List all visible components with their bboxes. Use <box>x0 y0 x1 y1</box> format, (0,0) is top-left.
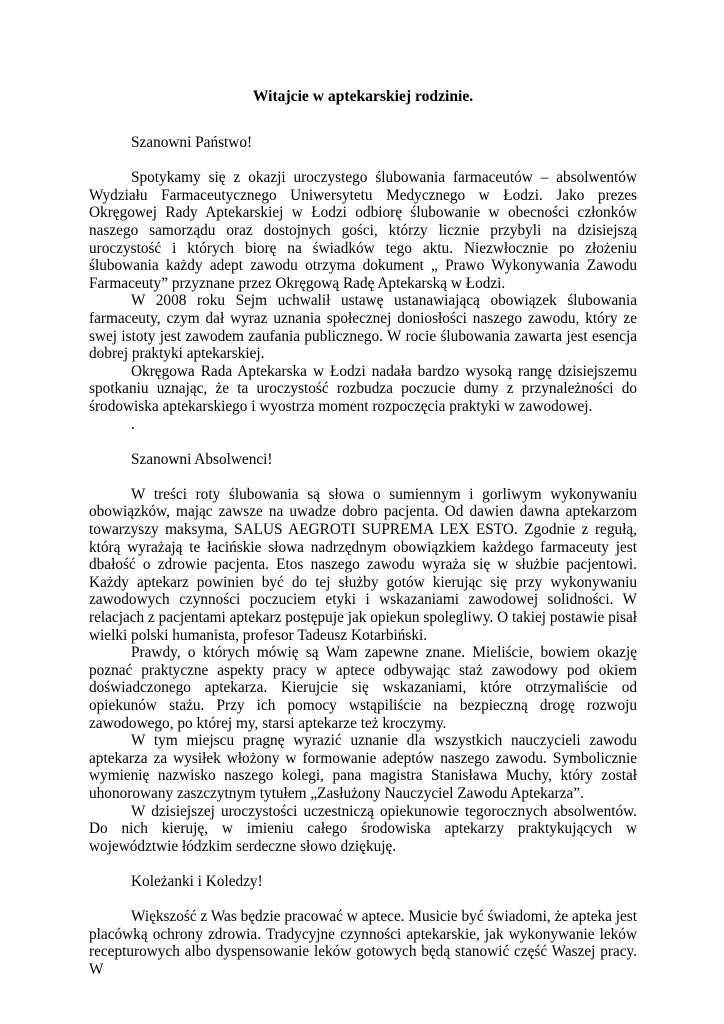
paragraph-pharmacy-work: Większość z Was będzie pracować w aptece. Musicie być świadomi, że apteka jest placówką ochrony zdrowia. Tradycyjne czynności aptekarskie, jak wykonywanie leków recepturowych albo dyspensowanie leków gotowych będą stanowić część Waszej pracy. W <box>89 908 637 978</box>
document-title: Witajcie w aptekarskiej rodzinie. <box>252 88 474 105</box>
paragraph-council-rank: Okręgowa Rada Aptekarska w Łodzi nadała bardzo wysoką rangę dzisiejszemu spotkaniu uznając, że ta uroczystość rozbudza poczucie dumy z przynależności do środowiska aptekarskiego i wyostrza moment rozpoczęcia praktyki w zawodowej. <box>89 362 637 415</box>
paragraph-gap <box>89 152 637 170</box>
paragraph-teachers: W tym miejscu pragnę wyrazić uznanie dla wszystkich nauczycieli zawodu aptekarza za wysiłek włożony w formowanie adeptów naszego zawodu. Symbolicznie wymienię nazwisko naszego kolegi, pana magistra Stanisława Muchy, który został uhonorowany zaszczytnym tytułem „Zasłużony Nauczyciel Zawodu Aptekarza”. <box>89 732 637 802</box>
paragraph-oath-content: W treści roty ślubowania są słowa o sumiennym i gorliwym wykonywaniu obowiązków, mając zawsze na uwadze dobro pacjenta. Od dawien dawna aptekarzom towarzyszy maksyma, SALUS AEGROTI SUPREMA LEX ESTO. Zgodnie z regułą, którą wyrażają te łacińskie słowa nadrzędnym obowiązkiem każdego farmaceuty jest dbałość o zdrowie pacjenta. Etos naszego zawodu wyraża się w służbie pacjentowi. Każdy aptekarz powinien być do tej służby gotów kierując się przy wykonywaniu zawodowych czynności poczuciem etyki i wskazaniami zawodowej solidności. W relacjach z pacjentami aptekarz postępuje jak opiekun spolegliwy. O takiej postawie pisał wielki polski humanista, profesor Tadeusz Kotarbiński. <box>89 485 637 644</box>
document-body <box>89 88 637 979</box>
salutation-ladies-gentlemen: Szanowni Państwo! <box>131 134 253 151</box>
paragraph-oath-occasion: Spotykamy się z okazji uroczystego ślubowania farmaceutów – absolwentów Wydziału Farmaceutycznego Uniwersytetu Medycznego w Łodzi. Jako prezes Okręgowej Rady Aptekarskiej w Łodzi odbiorę ślubowanie w obecności członków naszego samorządu oraz dostojnych gości, którzy licznie przybyli na dzisiejszą uroczystość i których biorę na świadków tego aktu. Niezwłocznie po złożeniu ślubowania każdy adept zawodu otrzyma dokument „ Prawo Wykonywania Zawodu Farmaceuty” przyznane przez Okręgową Radę Aptekarską w Łodzi. <box>89 169 637 292</box>
paragraph-truths: Prawdy, o których mówię są Wam zapewne znane. Mieliście, bowiem okazję poznać praktyczne aspekty pracy w aptece odbywając staż zawodowy pod okiem doświadczonego aptekarza. Kierujcie się wskazaniami, które otrzymaliście od opiekunów stażu. Przy ich pomocy wstąpiliście na bezpieczną drogę rozwoju zawodowego, po której my, starsi aptekarze też kroczymy. <box>89 644 637 732</box>
salutation-colleagues: Koleżanki i Koledzy! <box>131 872 263 890</box>
paragraph-gap <box>89 433 637 451</box>
paragraph-gap <box>89 891 637 909</box>
paragraph-gap <box>89 855 637 873</box>
paragraph-gap <box>89 468 637 486</box>
paragraph-sejm-2008: W 2008 roku Sejm uchwalił ustawę ustanawiającą obowiązek ślubowania farmaceuty, czym dał wyraz uznania społecznej doniosłości naszego zawodu, który ze swej istoty jest zawodem zaufania publicznego. W rocie ślubowania zawarta jest esencja dobrej praktyki aptekarskiej. <box>89 292 637 363</box>
salutation-graduates: Szanowni Absolwenci! <box>131 450 273 468</box>
stray-dot: . <box>131 415 135 433</box>
paragraph-mentors: W dzisiejszej uroczystości uczestniczą opiekunowie tegorocznych absolwentów. Do nich kieruję, w imieniu całego środowiska aptekarzy praktykujących w województwie łódzkim serdeczne słowo dziękuję. <box>89 802 637 855</box>
